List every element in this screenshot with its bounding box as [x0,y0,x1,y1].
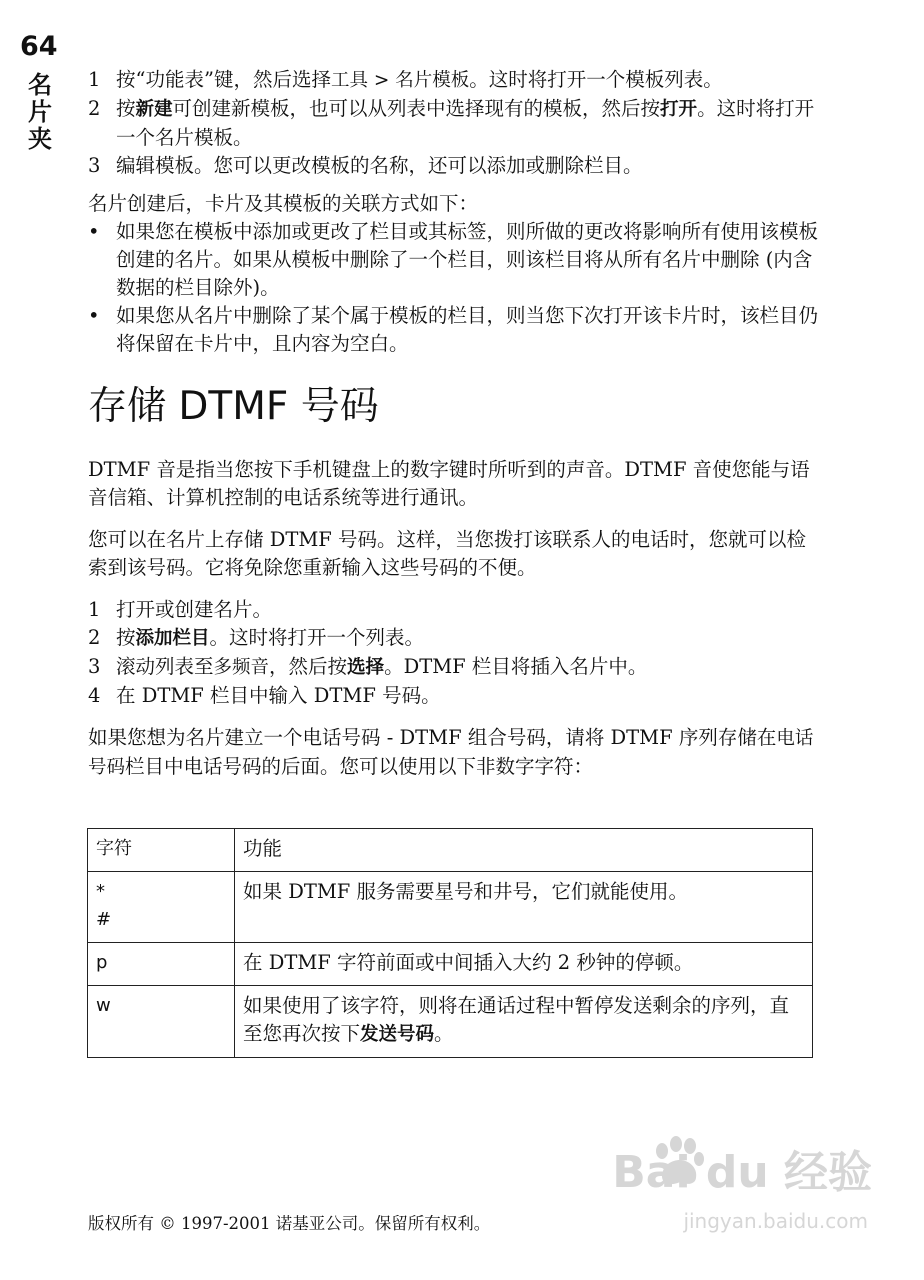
text-run: 。这时将打开一个名片模板。 [116,97,815,149]
list-item [88,682,818,710]
text-run: 可创建新模板，也可以从列表中选择现有的模板，然后按 [172,97,661,120]
table-row [88,943,813,986]
text-run: 栏目中电话号码的后面。您可以使用以下非数字字符： [125,755,594,778]
bullet-icon: • [88,304,100,327]
text-run: 滚动列表至 [116,655,214,678]
text-run: 在 DTMF 字符前面或中间插入大约 2 秒钟的停顿。 [243,951,694,974]
list-item [88,152,818,180]
text-run: 编辑模板。您可以更改模板的名称，还可以添加或删除栏目。 [116,154,643,177]
step-number: 4 [88,684,101,707]
softkey-label: 发送号码 [360,1024,435,1045]
menu-path-text: 电话号码 [88,728,814,778]
template-link-bullets [88,218,818,358]
text-run: 如果您想为名片建立一个电话号码 - DTMF 组合号码，请将 DTMF 序列存储在 [88,726,777,749]
dtmf-intro-paragraph: DTMF 音是指当您按下手机键盘上的数字键时所听到的声音。DTMF 音使您能与语音信箱、计算机控制的电话系统等进行通讯。 [88,458,810,509]
character-symbol: # [96,909,112,930]
character-cell [88,986,235,1058]
text-run: 在 DTMF 栏目中输入 DTMF 号码。 [116,684,441,707]
character-cell [88,872,235,943]
text-run: 。这时将打开一个列表。 [209,626,425,649]
table-row [88,872,813,943]
text-run: 。DTMF 栏目将插入名片中。 [384,655,648,678]
softkey-label: 打开 [660,99,698,120]
section-tab [26,72,54,153]
list-item [88,66,818,95]
bullet-text: 如果您在模板中添加或更改了栏目或其标签，则所做的更改将影响所有使用该模板创建的名片。如果从模板中删除了一个栏目，则该栏目将从所有名片中删除 (内含数据的栏目除外)。 [116,220,819,299]
table-header-row [88,829,813,872]
softkey-label: 添加栏目 [135,628,210,649]
list-item [88,218,818,302]
copyright-footer: 版权所有 © 1997-2001 诺基亚公司。保留所有权利。 [88,1214,491,1233]
step-number: 3 [88,154,101,177]
character-symbol: p [96,952,108,973]
step-number: 1 [88,598,101,621]
column-header-character: 字符 [88,829,235,872]
character-symbol: * [96,881,105,902]
text-run: 。这时将打开一个模板列表。 [469,68,723,91]
function-cell [235,872,813,943]
dtmf-sequence-paragraph [88,724,818,782]
baidu-watermark [612,1135,872,1245]
menu-path-text: 多频音 [213,657,270,678]
menu-path-text: 工具 > 名片模板 [330,70,470,91]
watermark-logo-text: Bai du 经验 [612,1147,872,1198]
step-number: 2 [88,626,101,649]
list-item [88,653,818,682]
softkey-label: 选择 [347,657,385,678]
softkey-label: 新建 [135,99,173,120]
section-tab-char: 夹 [28,125,52,153]
text-run: 按 [116,97,136,120]
text-run: 按 [116,626,136,649]
template-link-intro: 名片创建后，卡片及其模板的关联方式如下： [88,192,479,215]
section-tab-char: 名 [28,71,52,99]
page-content [88,66,818,782]
section-tab-char: 片 [28,98,52,126]
list-item [88,596,818,624]
text-run: 如果使用了该字符，则将在通话过程中暂停发送剩余的序列，直至您再次按下 [243,994,790,1045]
watermark-url: jingyan.baidu.com [683,1209,868,1233]
function-cell [235,943,813,986]
dtmf-steps-list [88,596,818,710]
step-number: 1 [88,68,101,91]
text-run: 如果 DTMF 服务需要星号和井号，它们就能使用。 [243,880,689,903]
list-item [88,95,818,152]
function-cell [235,986,813,1058]
bullet-text: 如果您从名片中删除了某个属于模板的栏目，则当您下次打开该卡片时，该栏目仍将保留在卡片中，且内容为空白。 [116,304,819,355]
step-number: 3 [88,655,101,678]
text-run: 按“功能表”键，然后选择 [116,68,331,91]
table-row [88,986,813,1058]
bullet-icon: • [88,220,100,243]
list-item [88,302,818,358]
section-heading: 存储 DTMF 号码 [88,384,379,429]
page-number: 64 [20,31,58,62]
text-run: 打开或创建名片。 [116,598,273,621]
text-run: ，然后按 [269,655,348,678]
template-steps-list [88,66,818,180]
list-item [88,624,818,653]
character-symbol: w [96,995,111,1016]
dtmf-store-paragraph: 您可以在名片上存储 DTMF 号码。这样，当您拨打该联系人的电话时，您就可以检索到该号码。它将免除您重新输入这些号码的不便。 [88,528,807,579]
dtmf-character-table [87,828,813,1058]
character-cell [88,943,235,986]
column-header-function: 功能 [235,829,813,872]
text-run: 。 [434,1022,454,1045]
step-number: 2 [88,97,101,120]
